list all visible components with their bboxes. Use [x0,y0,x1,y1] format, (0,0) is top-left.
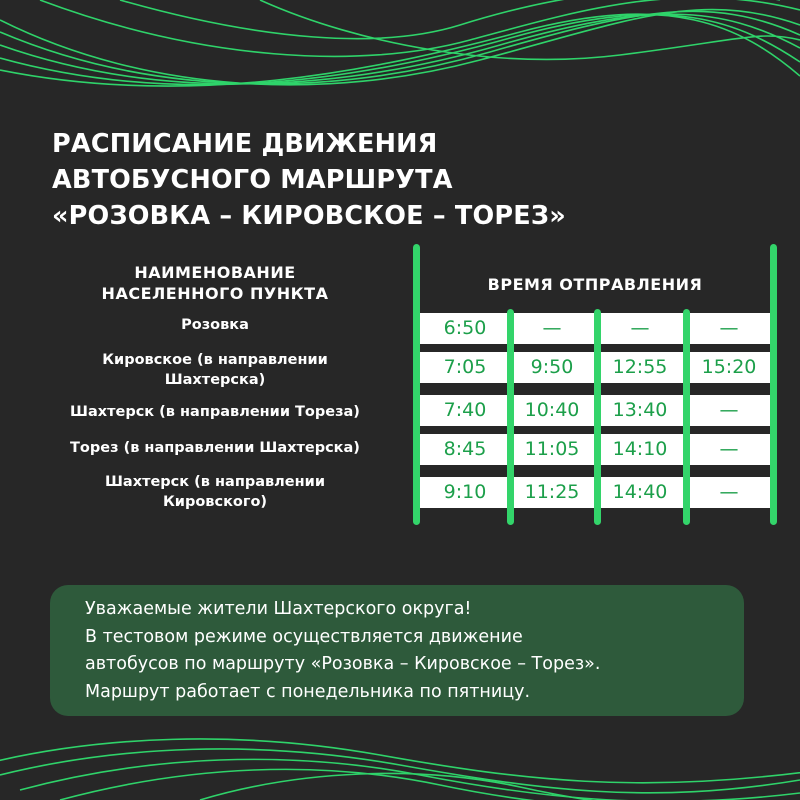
notice-box [50,585,744,716]
settlement-column-header [50,262,380,304]
place-name-row-3 [40,402,390,422]
time-cell: 14:40 [612,481,668,503]
departure-time-column-header: ВРЕМЯ ОТПРАВЛЕНИЯ [487,275,703,294]
place-name-row-1 [40,315,390,335]
time-cell: 14:10 [612,438,668,460]
time-cell: 11:05 [524,438,580,460]
notice-line: Маршрут работает с понедельника по пятницу. [85,681,531,702]
place-name-line: Шахтерск (в направлении Тореза) [70,404,360,420]
notice-line: В тестовом режиме осуществляется движение [85,626,523,647]
time-cell: 11:25 [524,481,580,503]
time-cell: 9:10 [443,481,487,503]
time-cell: 15:20 [701,356,757,378]
place-name-row-2 [40,350,390,390]
title-line: РАСПИСАНИЕ ДВИЖЕНИЯ [52,129,438,159]
time-cell: 9:50 [530,356,574,378]
time-cell: — [719,481,739,503]
time-cell: 13:40 [612,399,668,421]
column-divider [770,244,777,525]
time-cell: 8:45 [443,438,487,460]
notice-line: автобусов по маршруту «Розовка – Кировское – Торез». [85,654,601,674]
place-name-row-4 [40,438,390,458]
place-name-line: Шахтерск (в направлении [105,474,325,490]
header-line: НАИМЕНОВАНИЕ [134,263,296,282]
place-name-line: Торез (в направлении Шахтерска) [70,440,360,456]
time-cell: — [719,317,739,339]
time-cell: — [719,399,739,421]
time-cell: 12:55 [612,356,668,378]
time-cell: — [630,317,650,339]
time-cell: — [542,317,562,339]
place-name-row-5 [40,472,390,512]
place-name-line: Кировского) [162,494,268,510]
place-name-line: Кировское (в направлении [102,352,328,368]
top-wave-decoration [0,0,800,110]
header-line: НАСЕЛЕННОГО ПУНКТА [101,284,329,303]
time-cell: 7:05 [443,356,487,378]
notice-line: Уважаемые жители Шахтерского округа! [85,599,472,619]
time-cell: — [719,438,739,460]
time-cell: 10:40 [524,399,580,421]
title-line: АВТОБУСНОГО МАРШРУТА [52,165,453,195]
page-title [52,126,566,234]
title-line: «РОЗОВКА – КИРОВСКОЕ – ТОРЕЗ» [52,201,566,231]
time-cell: 6:50 [443,317,487,339]
bottom-wave-decoration [0,735,800,800]
place-name-line: Розовка [181,317,249,333]
notice-text [85,596,600,706]
column-divider [413,244,420,525]
place-name-line: Шахтерска) [164,372,266,388]
time-cell: 7:40 [443,399,487,421]
